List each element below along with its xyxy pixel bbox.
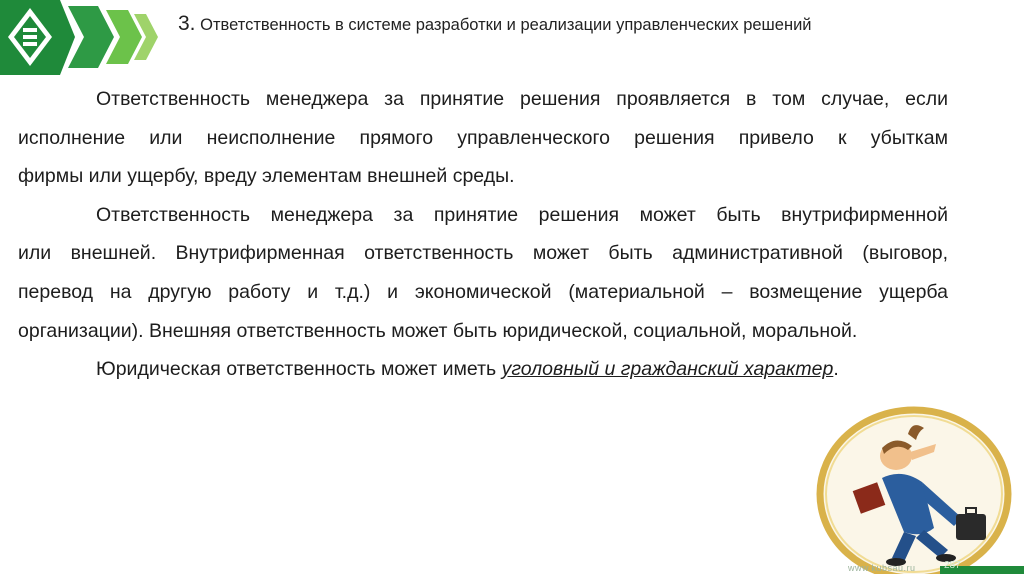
- footer-url[interactable]: www.kubsau.ru: [848, 563, 916, 573]
- paragraph-2-line-1: Ответственность менеджера за принятие решения может быть внутрифирменной: [96, 203, 948, 226]
- paragraph-2-line-3: перевод на другую работу и т.д.) и экономической (материальной – возмещение ущерба: [18, 280, 948, 303]
- paragraph-2-line-4: организации). Внешняя ответственность может быть юридической, социальной, моральной.: [18, 319, 858, 342]
- paragraph-2-line-2: или внешней. Внутрифирменная ответственность может быть административной (выговор,: [18, 242, 948, 265]
- paragraph-3: [18, 350, 948, 389]
- logo-icon: [0, 0, 160, 75]
- paragraph-2: [18, 196, 948, 350]
- paragraph-3-end: .: [833, 358, 839, 381]
- paragraph-1: [18, 80, 948, 196]
- paragraph-1-line-3: фирмы или ущербу, вреду элементам внешней среды.: [18, 165, 515, 188]
- businessman-illustration: [812, 398, 1024, 574]
- paragraph-1-line-1: Ответственность менеджера за принятие решения проявляется в том случае, если: [96, 88, 948, 110]
- liability-type-link[interactable]: уголовный и гражданский характер: [501, 358, 834, 381]
- title-text: Ответственность в системе разработки и реализации управленческих решений: [200, 16, 812, 34]
- paragraph-3-text: Юридическая ответственность может иметь: [96, 358, 502, 381]
- title-number: 3.: [178, 12, 196, 35]
- slide-title: [178, 12, 812, 36]
- paragraph-1-line-2: исполнение или неисполнение прямого управленческого решения привело к убыткам: [18, 126, 948, 149]
- page-number: 287: [944, 560, 961, 571]
- body-text: [18, 80, 948, 389]
